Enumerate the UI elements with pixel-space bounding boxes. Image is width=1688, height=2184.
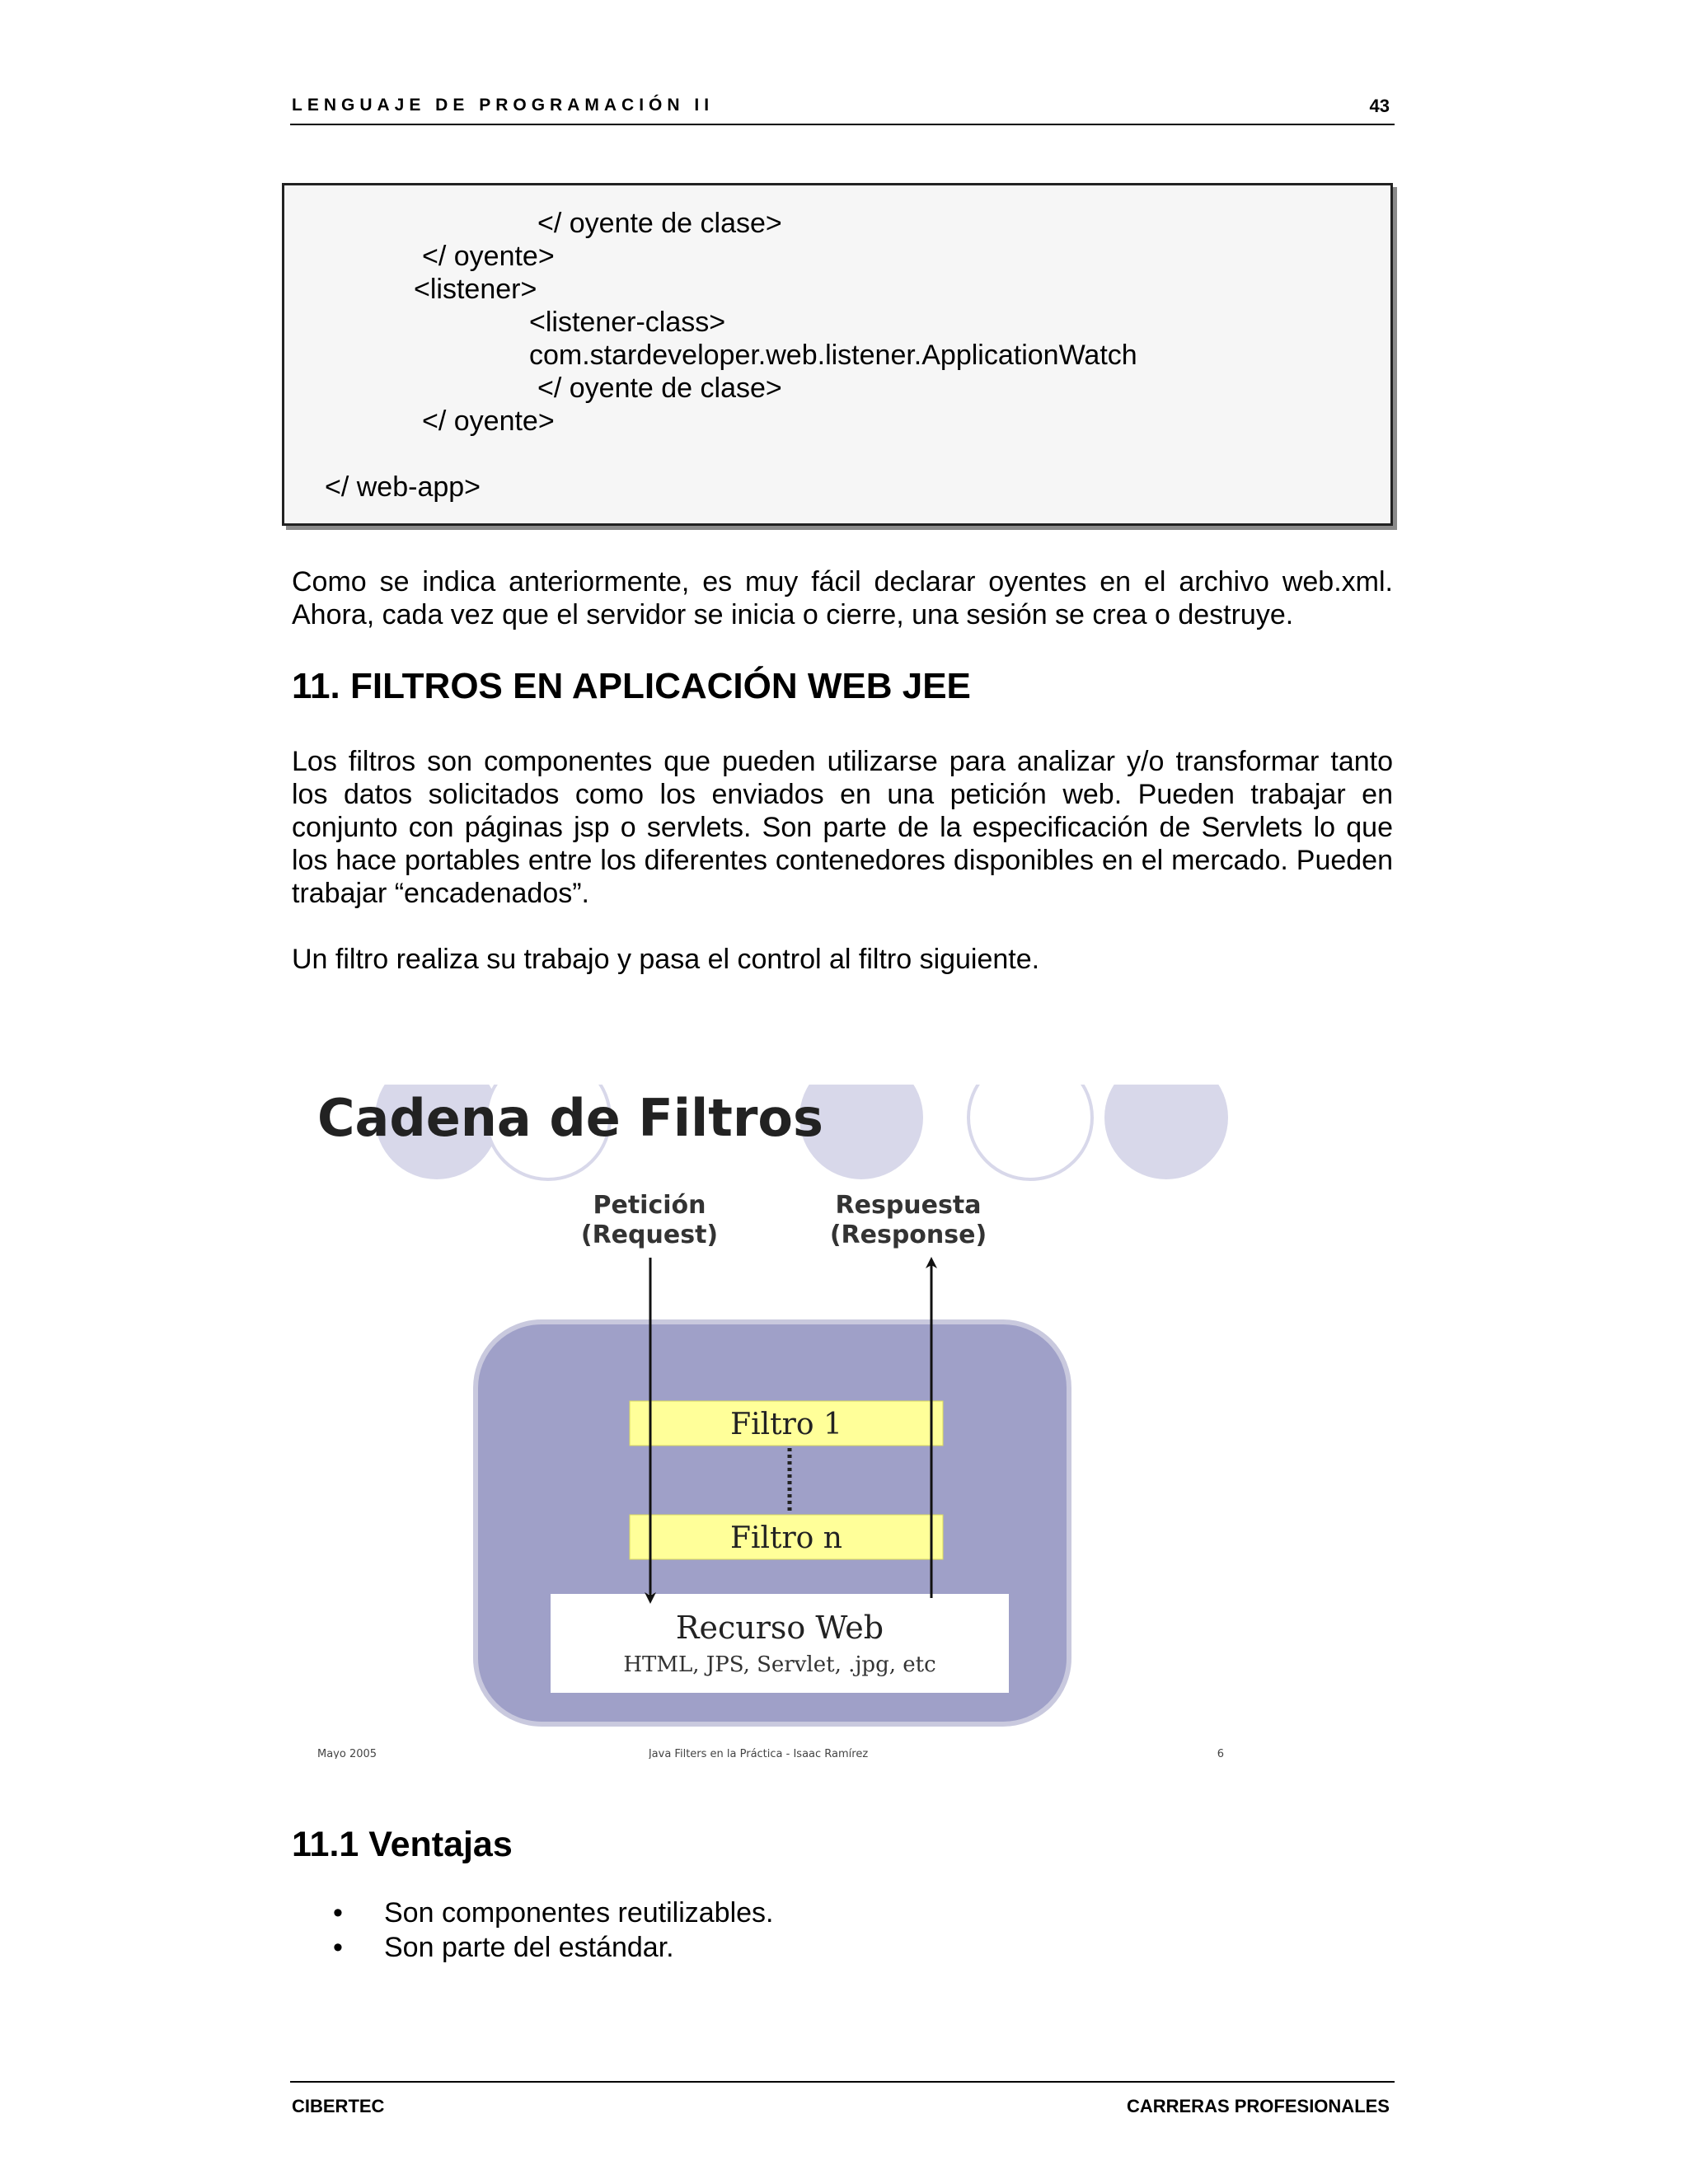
intro-line-1: Como se indica anteriormente, es muy fácil declarar oyentes en el archivo web.xml. — [292, 566, 1393, 598]
filter-chain-diagram — [305, 1083, 1236, 1759]
advantages-list — [333, 1896, 774, 1965]
code-line: </ web-app> — [325, 471, 481, 503]
intro-line-2: Ahora, cada vez que el servidor se inicia o cierre, una sesión se crea o destruye. — [292, 599, 1294, 630]
filters-paragraph: Los filtros son componentes que pueden utilizarse para analizar y/o transformar tanto los datos solicitados como los enviados en una petición web. Pueden trabajar en conjunto con páginas jsp o servlets. Son parte de la especificación de Servlets lo que los hace portables entre los diferentes contenedores disponibles en el mercado. Pueden trabajar “encadenados”. — [292, 746, 1393, 909]
page-header — [290, 94, 1395, 125]
code-line: <listener-class> — [529, 307, 726, 338]
diagram-footer-center: Java Filters en la Práctica - Isaac Ramírez — [648, 1748, 869, 1759]
filter-n-label: Filtro n — [730, 1521, 842, 1555]
page-footer — [290, 2081, 1395, 2116]
code-line: </ oyente de clase> — [537, 373, 782, 404]
request-label: Petición — [593, 1191, 706, 1220]
header-title: LENGUAJE DE PROGRAMACIÓN II — [292, 96, 715, 115]
footer-left: CIBERTEC — [292, 2096, 385, 2116]
footer-right: CARRERAS PROFESIONALES — [1126, 2096, 1390, 2116]
code-line: </ oyente de clase> — [537, 208, 782, 239]
subsection-heading: 11.1 Ventajas — [292, 1825, 513, 1864]
filter-1-label: Filtro 1 — [730, 1408, 842, 1441]
code-line: <listener> — [414, 274, 537, 305]
web-resource-title: Recurso Web — [675, 1610, 884, 1646]
section-heading: 11. FILTROS EN APLICACIÓN WEB JEE — [292, 666, 971, 706]
response-sublabel: (Response) — [829, 1221, 987, 1249]
chain-paragraph: Un filtro realiza su trabajo y pasa el control al filtro siguiente. — [292, 944, 1040, 975]
intro-paragraph — [292, 565, 1393, 631]
page-number: 43 — [1369, 96, 1390, 116]
list-item: • Son parte del estándar. — [333, 1930, 774, 1965]
list-item: • Son componentes reutilizables. — [333, 1896, 774, 1930]
diagram-title: Cadena de Filtros — [317, 1088, 823, 1148]
code-line: com.stardeveloper.web.listener.ApplicationWatch — [529, 340, 1137, 371]
diagram-footer-right: 6 — [1217, 1748, 1224, 1759]
code-line: </ oyente> — [422, 405, 555, 437]
response-label: Respuesta — [835, 1191, 982, 1220]
code-line: </ oyente> — [422, 241, 555, 272]
web-resource-subtitle: HTML, JPS, Servlet, .jpg, etc — [623, 1652, 936, 1677]
request-sublabel: (Request) — [580, 1221, 719, 1249]
diagram-footer-left: Mayo 2005 — [317, 1748, 377, 1759]
